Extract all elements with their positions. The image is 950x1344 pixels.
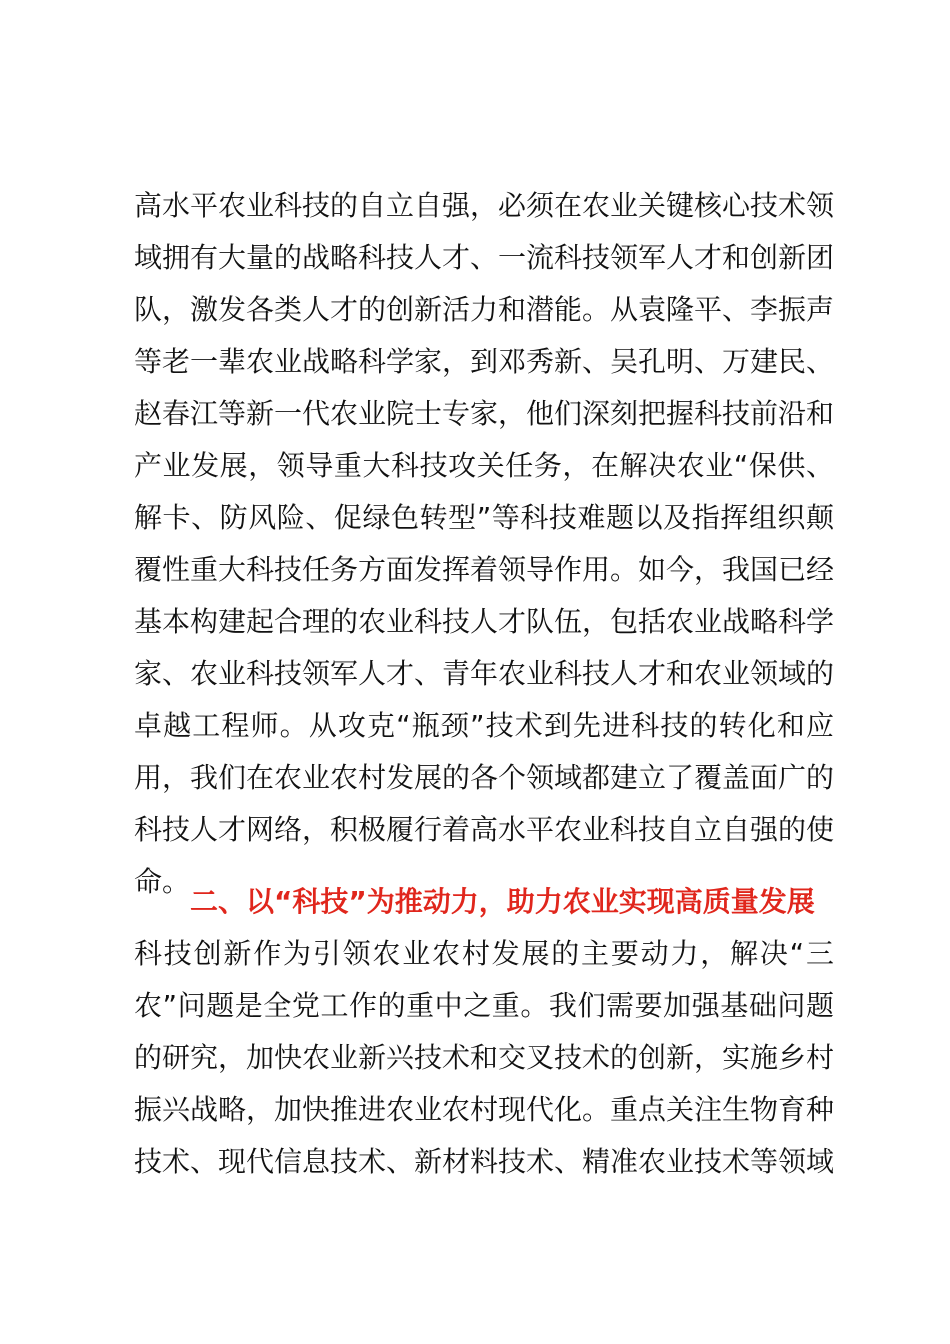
paragraph-line: 覆性重大科技任务方面发挥着领导作用。如今，我国已经 [134, 553, 835, 586]
paragraph-line: 科技人才网络，积极履行着高水平农业科技自立自强的使 [134, 813, 835, 846]
paragraph-line: 高水平农业科技的自立自强，必须在农业关键核心技术领 [134, 189, 835, 222]
body-paragraph-1 [134, 180, 834, 908]
paragraph-line: 命。 [134, 865, 191, 898]
paragraph-line: 农”问题是全党工作的重中之重。我们需要加强基础问题 [134, 989, 834, 1022]
paragraph-line: 用，我们在农业农村发展的各个领域都建立了覆盖面广的 [134, 761, 835, 794]
paragraph-line: 基本构建起合理的农业科技人才队伍，包括农业战略科学 [134, 605, 835, 638]
paragraph-line: 卓越工程师。从攻克“瓶颈”技术到先进科技的转化和应 [134, 709, 834, 742]
paragraph-line: 产业发展，领导重大科技攻关任务，在解决农业“保供、 [134, 449, 834, 482]
paragraph-line: 的研究，加快农业新兴技术和交叉技术的创新，实施乡村 [134, 1041, 835, 1074]
paragraph-line: 家、农业科技领军人才、青年农业科技人才和农业领域的 [134, 657, 835, 690]
section-heading-text: 二、以“科技”为推动力，助力农业实现高质量发展 [190, 885, 815, 918]
section-heading [134, 876, 834, 928]
paragraph-line: 队，激发各类人才的创新活力和潜能。从袁隆平、李振声 [134, 293, 835, 326]
paragraph-line: 赵春江等新一代农业院士专家，他们深刻把握科技前沿和 [134, 397, 835, 430]
paragraph-line: 振兴战略，加快推进农业农村现代化。重点关注生物育种 [134, 1093, 835, 1126]
paragraph-line: 技术、现代信息技术、新材料技术、精准农业技术等领域 [134, 1145, 835, 1178]
paragraph-line: 等老一辈农业战略科学家，到邓秀新、吴孔明、万建民、 [134, 345, 835, 378]
body-paragraph-2 [134, 928, 834, 1188]
paragraph-line: 解卡、防风险、促绿色转型”等科技难题以及指挥组织颠 [134, 501, 834, 534]
paragraph-line: 科技创新作为引领农业农村发展的主要动力，解决“三 [134, 937, 834, 970]
paragraph-line: 域拥有大量的战略科技人才、一流科技领军人才和创新团 [134, 241, 835, 274]
